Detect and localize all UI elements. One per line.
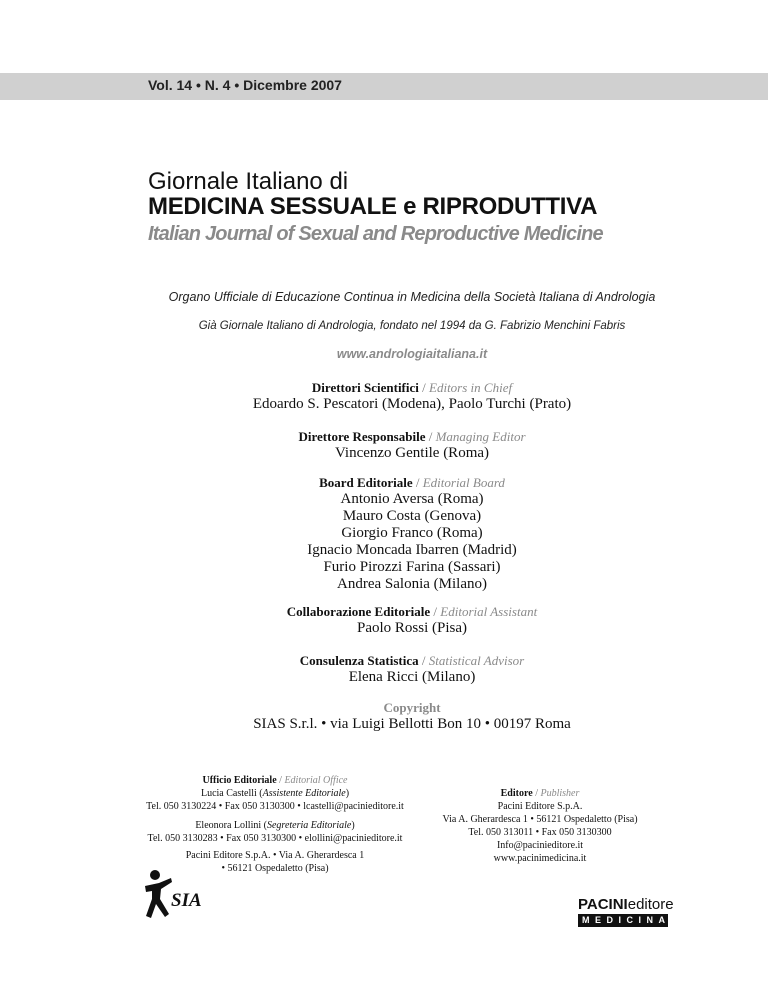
copyright-section [28, 700, 768, 733]
board-member: Antonio Aversa (Roma) [340, 491, 484, 507]
office-address-2: • 56121 Ospedaletto (Pisa) [221, 863, 329, 874]
sia-logo [141, 866, 213, 930]
issue-band [0, 73, 768, 100]
editorial-assistant-section [28, 604, 768, 637]
section-heading: Board Editoriale / Editorial Board [319, 475, 505, 490]
editors-in-chief-section [28, 380, 768, 413]
managing-editor-section [28, 429, 768, 462]
editors-in-chief-names: Edoardo S. Pescatori (Modena), Paolo Turchi (Prato) [252, 396, 572, 412]
website-link[interactable]: www.andrologiaitaliana.it [336, 347, 488, 361]
copyright-text: SIAS S.r.l. • via Luigi Bellotti Bon 10 • 00197 Roma [253, 716, 571, 732]
statistical-advisor-name: Elena Ricci (Milano) [348, 669, 476, 685]
former-title-note: Già Giornale Italiano di Andrologia, fondato nel 1994 da G. Fabrizio Menchini Fabris [198, 320, 626, 332]
publisher-line: Pacini Editore S.p.A. [497, 801, 583, 812]
publisher-website[interactable]: www.pacinimedicina.it [493, 853, 587, 864]
office-person-2: Eleonora Lollini (Segreteria Editoriale) [195, 820, 355, 831]
publisher-line: Via A. Gherardesca 1 • 56121 Ospedaletto (Pisa) [442, 814, 638, 825]
issue-info: Vol. 14 • N. 4 • Dicembre 2007 [148, 77, 342, 93]
section-heading: Collaborazione Editoriale / Editorial Assistant [286, 604, 538, 619]
statistical-advisor-section [28, 653, 768, 686]
editorial-board-section [28, 475, 768, 593]
publisher-line: Tel. 050 313011 • Fax 050 3130300 [468, 827, 612, 838]
editorial-assistant-name: Paolo Rossi (Pisa) [356, 620, 467, 636]
board-member: Ignacio Moncada Ibarren (Madrid) [307, 542, 517, 558]
journal-title-line2: MEDICINA SESSUALE e RIPRODUTTIVA [148, 193, 598, 220]
managing-editor-name: Vincenzo Gentile (Roma) [334, 445, 490, 461]
section-heading: Direttore Responsabile / Managing Editor [298, 429, 526, 444]
sia-figure-icon [141, 866, 213, 930]
journal-title-english: Italian Journal of Sexual and Reproductive Medicine [148, 223, 603, 245]
editorial-office-block [140, 774, 410, 875]
organo-ufficiale: Organo Ufficiale di Educazione Continua in Medicina della Società Italiana di Andrologia [168, 290, 656, 304]
board-member: Giorgio Franco (Roma) [341, 525, 483, 541]
board-member: Furio Pirozzi Farina (Sassari) [323, 559, 501, 575]
section-heading: Direttori Scientifici / Editors in Chief [311, 380, 513, 395]
office-contact-2: Tel. 050 3130283 • Fax 050 3130300 • elollini@pacinieditore.it [147, 833, 403, 844]
journal-title-line1: Giornale Italiano di [148, 168, 349, 195]
pacini-editore-logo: PACINIeditore MEDICINA [578, 896, 674, 925]
publisher-block [420, 787, 660, 865]
section-heading: Ufficio Editoriale / Editorial Office [202, 775, 348, 786]
publisher-email[interactable]: Info@pacinieditore.it [496, 840, 584, 851]
svg-text:SIA: SIA [171, 890, 202, 911]
copyright-heading: Copyright [383, 700, 441, 715]
office-contact-1: Tel. 050 3130224 • Fax 050 3130300 • lcastelli@pacinieditore.it [146, 801, 404, 812]
board-member: Mauro Costa (Genova) [342, 508, 482, 524]
board-member: Andrea Salonia (Milano) [337, 576, 487, 592]
office-person-1: Lucia Castelli (Assistente Editoriale) [200, 788, 350, 799]
section-heading: Editore / Publisher [500, 788, 580, 799]
office-address-1: Pacini Editore S.p.A. • Via A. Gherardesca 1 [185, 850, 365, 861]
section-heading: Consulenza Statistica / Statistical Advisor [299, 653, 525, 668]
